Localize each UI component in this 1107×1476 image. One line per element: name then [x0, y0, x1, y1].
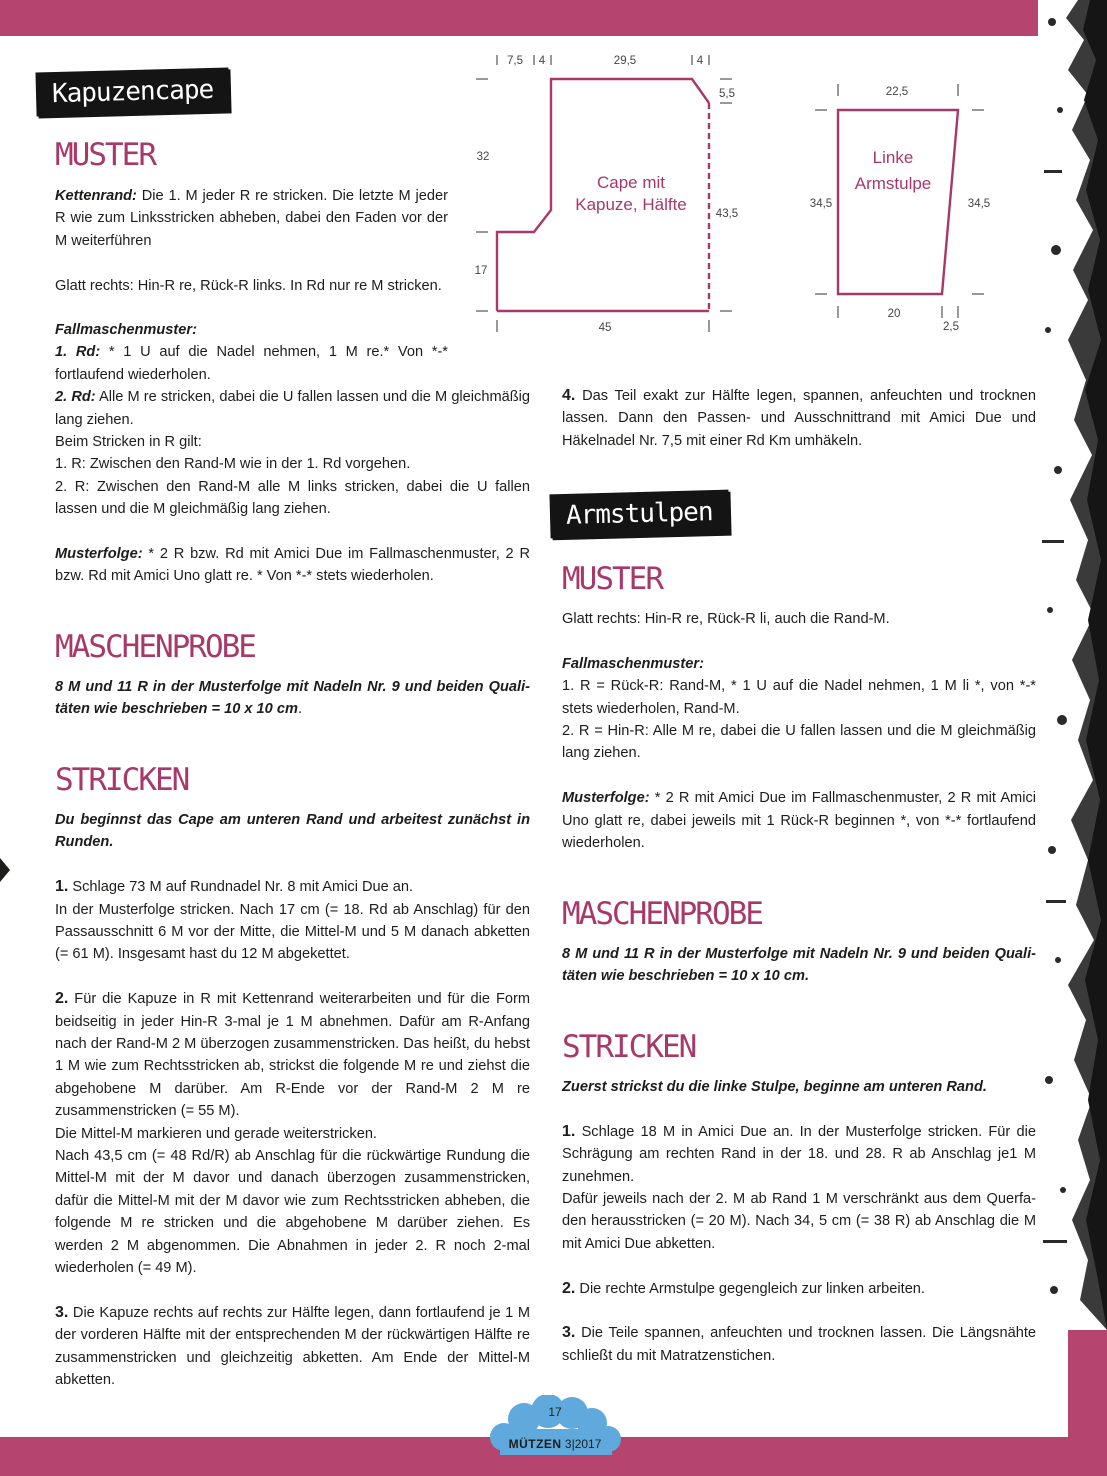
step4-text: Das Teil exakt zur Hälfte legen, spannen, anfeuchten und trocknen lassen. Dann den Passen- und Ausschnittrand mit Amici Due und Häkelnadel Nr. 7,5 mit einer Rd Km umhäkeln.	[562, 388, 1036, 449]
step2-text: Für die Kapuze in R mit Kettenrand weiterarbeiten und für die Form beidseitig in jeder Hin-R 3-mal je 1 M abnehmen. Dafür am R-Anfang nach der Rand-M 2 M überzogen zusammenstricken. Das heißt, du hebst 1 M wie zum Rechtsstricken ab, strickst die folgende M re und ziehst die abgehobene M darüber. Am R-Ende vor der Rand-M 2 M re zusammenstricken (= 55 M).	[55, 991, 530, 1120]
cape-dim-4b: 4	[696, 55, 704, 67]
armstulpen-step3-number: 3.	[562, 1324, 576, 1342]
muster-text-block	[55, 185, 448, 297]
armstulpen-step2-text: Die rechte Armstulpe gegengleich zur linken arbeiten.	[575, 1280, 925, 1297]
magazine-name: MÜTZEN	[508, 1437, 562, 1451]
rd2-label: 2. Rd:	[55, 389, 96, 406]
musterfolge-label: Musterfolge:	[55, 546, 143, 563]
armstulpen-step1-paragraph	[562, 1121, 1036, 1188]
armstulpen-musterfolge-label: Musterfolge:	[562, 790, 650, 807]
schematic-diagrams	[460, 46, 1020, 346]
step1-number: 1.	[55, 878, 69, 896]
armstulpen-step3-text: Die Teile spannen, anfeuchten und trocknen lassen. Die Längsnähte schließt du mit Matratzenstichen.	[562, 1325, 1036, 1364]
cape-dim-5-5: 5,5	[719, 88, 735, 100]
armstulpen-step2-paragraph	[562, 1278, 1036, 1300]
cape-dim-32: 32	[476, 151, 490, 163]
kettenrand-label: Kettenrand:	[55, 188, 137, 204]
fallmaschen-label: Fallmaschenmuster:	[55, 322, 197, 338]
section-tag-armstulpen: Armstulpen	[549, 490, 729, 539]
maschenprobe-text: 8 M und 11 R in der Musterfolge mit Nadeln Nr. 9 und beiden Qualitäten wie beschrieben = 10 x 10 cm	[55, 679, 530, 718]
magazine-issue	[488, 1437, 622, 1451]
armstulpen-r1: 1. R = Rück-R: Rand-M, * 1 U auf die Nadel nehmen, 1 M li *, von *-* stets wiederholen, Rand-M.	[562, 678, 1036, 717]
in-r-gilt-text: Beim Stricken in R gilt:	[55, 434, 202, 451]
armstulpen-maschenprobe-text: 8 M und 11 R in der Musterfolge mit Nadeln Nr. 9 und beiden Qualitäten wie beschrieben = 10 x 10 cm.	[562, 946, 1036, 985]
step4-number: 4.	[562, 387, 576, 404]
edge-mark	[0, 858, 10, 882]
cape-label-line1: Cape mit	[596, 173, 666, 192]
armstulpen-step1-more: Dafür jeweils nach der 2. M ab Rand 1 M verschränkt aus dem Querfaden herausstricken (= 20 M). Nach 34, 5 cm (= 38 R) ab Anschlag die M mit Amici Due abketten.	[562, 1191, 1036, 1252]
rd1-text: * 1 U auf die Nadel nehmen, 1 M re.* Von *-* fortlaufend wiederholen.	[55, 344, 448, 383]
kettenrand-paragraph	[55, 185, 448, 252]
stulpe-label-line2: Armstulpe	[854, 174, 932, 193]
step2-more1: Die Mittel-M markieren und gerade weiterstricken.	[55, 1125, 377, 1142]
top-color-bar	[0, 0, 1060, 36]
cape-dim-43-5: 43,5	[715, 208, 739, 220]
cape-dim-29-5: 29,5	[613, 55, 637, 67]
stulpe-dim-34-5-left: 34,5	[809, 198, 833, 210]
step1-paragraph	[55, 876, 530, 898]
kettenrand-text: Die 1. M jeder R re stricken. Die letzte M jeder R wie zum Linksstricken abheben, dabei den Faden vor der M weiterführen	[55, 188, 448, 249]
musterfolge-text: * 2 R bzw. Rd mit Amici Due im Fallmaschenmuster, 2 R bzw. Rd mit Amici Uno glatt re. * Von *-* stets wiederholen.	[55, 546, 530, 585]
issue-number: 3|2017	[561, 1437, 602, 1451]
step3-text: Die Kapuze rechts auf rechts zur Hälfte legen, dann fortlaufend je 1 M der vorderen Hälfte mit der entsprechenden M der rückwärtigen Hälfte re zusammenstricken und gleichzeitig abketten. Am Ende der Mittel-M abketten.	[55, 1304, 530, 1389]
r1-text: 1. R: Zwischen den Rand-M wie in der 1. Rd vorgehen.	[55, 456, 411, 473]
r2-text: 2. R: Zwischen den Rand-M alle M links stricken, dabei die U fallen lassen und die M gleichmäßig lang ziehen.	[55, 478, 530, 518]
stulpe-label-line1: Linke	[872, 148, 914, 167]
fallmaschen-text-block	[55, 319, 530, 588]
armstulpen-step1-text: Schlage 18 M in Amici Due an. In der Musterfolge stricken. Für die Schrägung am rechten Rand in der 18. und 28. R ab Anschlag je1 M zunehmen.	[562, 1123, 1036, 1185]
rd2-paragraph	[55, 386, 530, 431]
cape-dim-45: 45	[598, 322, 612, 334]
maschenprobe-tail: .	[297, 701, 303, 718]
armstulpen-glatt-rechts: Glatt rechts: Hin-R re, Rück-R li, auch die Rand-M.	[562, 611, 890, 627]
heading-maschenprobe: MASCHENPROBE	[55, 629, 255, 665]
armstulpen-stricken-intro: Zuerst strickst du die linke Stulpe, beginne am unteren Rand.	[562, 1079, 987, 1095]
heading-stricken-armstulpen: STRICKEN	[562, 1029, 696, 1065]
cape-label-line2: Kapuze, Hälfte	[575, 195, 687, 214]
cape-dim-7-5: 7,5	[507, 55, 523, 67]
stulpe-outline	[838, 110, 958, 294]
stricken-intro: Du beginnst das Cape am unteren Rand und arbeitest zunächst in Runden.	[55, 812, 530, 851]
step2-paragraph	[55, 988, 530, 1122]
cape-dim-4a: 4	[538, 55, 546, 67]
grunge-edge-decoration	[1038, 0, 1107, 1330]
heading-maschenprobe-armstulpen: MASCHENPROBE	[562, 896, 762, 932]
step1-text: Schlage 73 M auf Rundnadel Nr. 8 mit Amici Due an.	[68, 879, 414, 896]
stulpe-dim-22-5: 22,5	[885, 86, 909, 98]
step3-paragraph	[55, 1302, 530, 1392]
armstulpen-stricken-block	[562, 1076, 1036, 1367]
step1-more: In der Musterfolge stricken. Nach 17 cm (= 18. Rd ab Anschlag) für den Passausschnitt 6 M vor der Mitte, die Mittel-M und 5 M danach abketten (= 61 M). Insgesamt hast du 12 M abgekettet.	[55, 901, 530, 963]
glatt-rechts-text: Glatt rechts: Hin-R re, Rück-R links. In Rd nur re M stricken.	[55, 277, 442, 294]
rd1-paragraph	[55, 341, 448, 386]
armstulpen-r2: 2. R = Hin-R: Alle M re, dabei die U fallen lassen und die M gleichmäßig lang ziehen.	[562, 723, 1036, 762]
heading-stricken: STRICKEN	[55, 762, 189, 798]
stulpe-dim-2-5: 2,5	[943, 321, 959, 333]
page-number: 17	[548, 1405, 562, 1419]
armstulpen-musterfolge-text: * 2 R mit Amici Due im Fallmaschenmuster, 2 R mit Amici Uno glatt re, dabei jeweils mit 1 Rück-R beginnen *, von *-* fortlaufend wiederholen.	[562, 790, 1036, 852]
armstulpen-fallmaschen-label: Fallmaschenmuster:	[562, 655, 704, 672]
stricken-text-block	[55, 809, 530, 1392]
armstulpen-step2-number: 2.	[562, 1279, 576, 1297]
armstulpen-musterfolge-paragraph	[562, 787, 1036, 854]
armstulpen-muster-block	[562, 608, 1036, 854]
cape-dim-17: 17	[474, 265, 488, 277]
maschenprobe-paragraph	[55, 676, 530, 721]
step3-number: 3.	[55, 1303, 69, 1321]
stulpe-dimension-ticks	[815, 84, 984, 318]
cape-dimension-ticks	[476, 55, 732, 332]
stulpe-dim-34-5-right: 34,5	[967, 198, 991, 210]
rd2-text: Alle M re stricken, dabei die U fallen lassen und die M gleichmäßig lang ziehen.	[55, 389, 530, 428]
heading-muster-armstulpen: MUSTER	[562, 561, 662, 597]
armstulpen-step3-paragraph	[562, 1322, 1036, 1367]
rd1-label: 1. Rd:	[55, 344, 101, 361]
step2-more2: Nach 43,5 cm (= 48 Rd/R) ab Anschlag für die rückwärtige Rundung die Mittel-M mit der M davor und danach überzogen zusammenstricken, dafür die Mittel-M mit der M davor wie zum Rechtsstricken abheben, die folgende M re stricken und die abgehobene M darüber ziehen. Es werden 2 M abgenommen. Die Abnahmen in jeder 2. R noch 2-mal wiederholen (= 49 M).	[55, 1148, 530, 1277]
stulpe-dim-20: 20	[887, 308, 901, 320]
armstulpen-step1-number: 1.	[562, 1122, 576, 1140]
musterfolge-paragraph	[55, 543, 530, 588]
section-tag-kapuzencape: Kapuzencape	[35, 67, 229, 116]
step4-paragraph	[562, 385, 1036, 452]
heading-muster: MUSTER	[55, 137, 155, 173]
step2-number: 2.	[55, 990, 69, 1008]
